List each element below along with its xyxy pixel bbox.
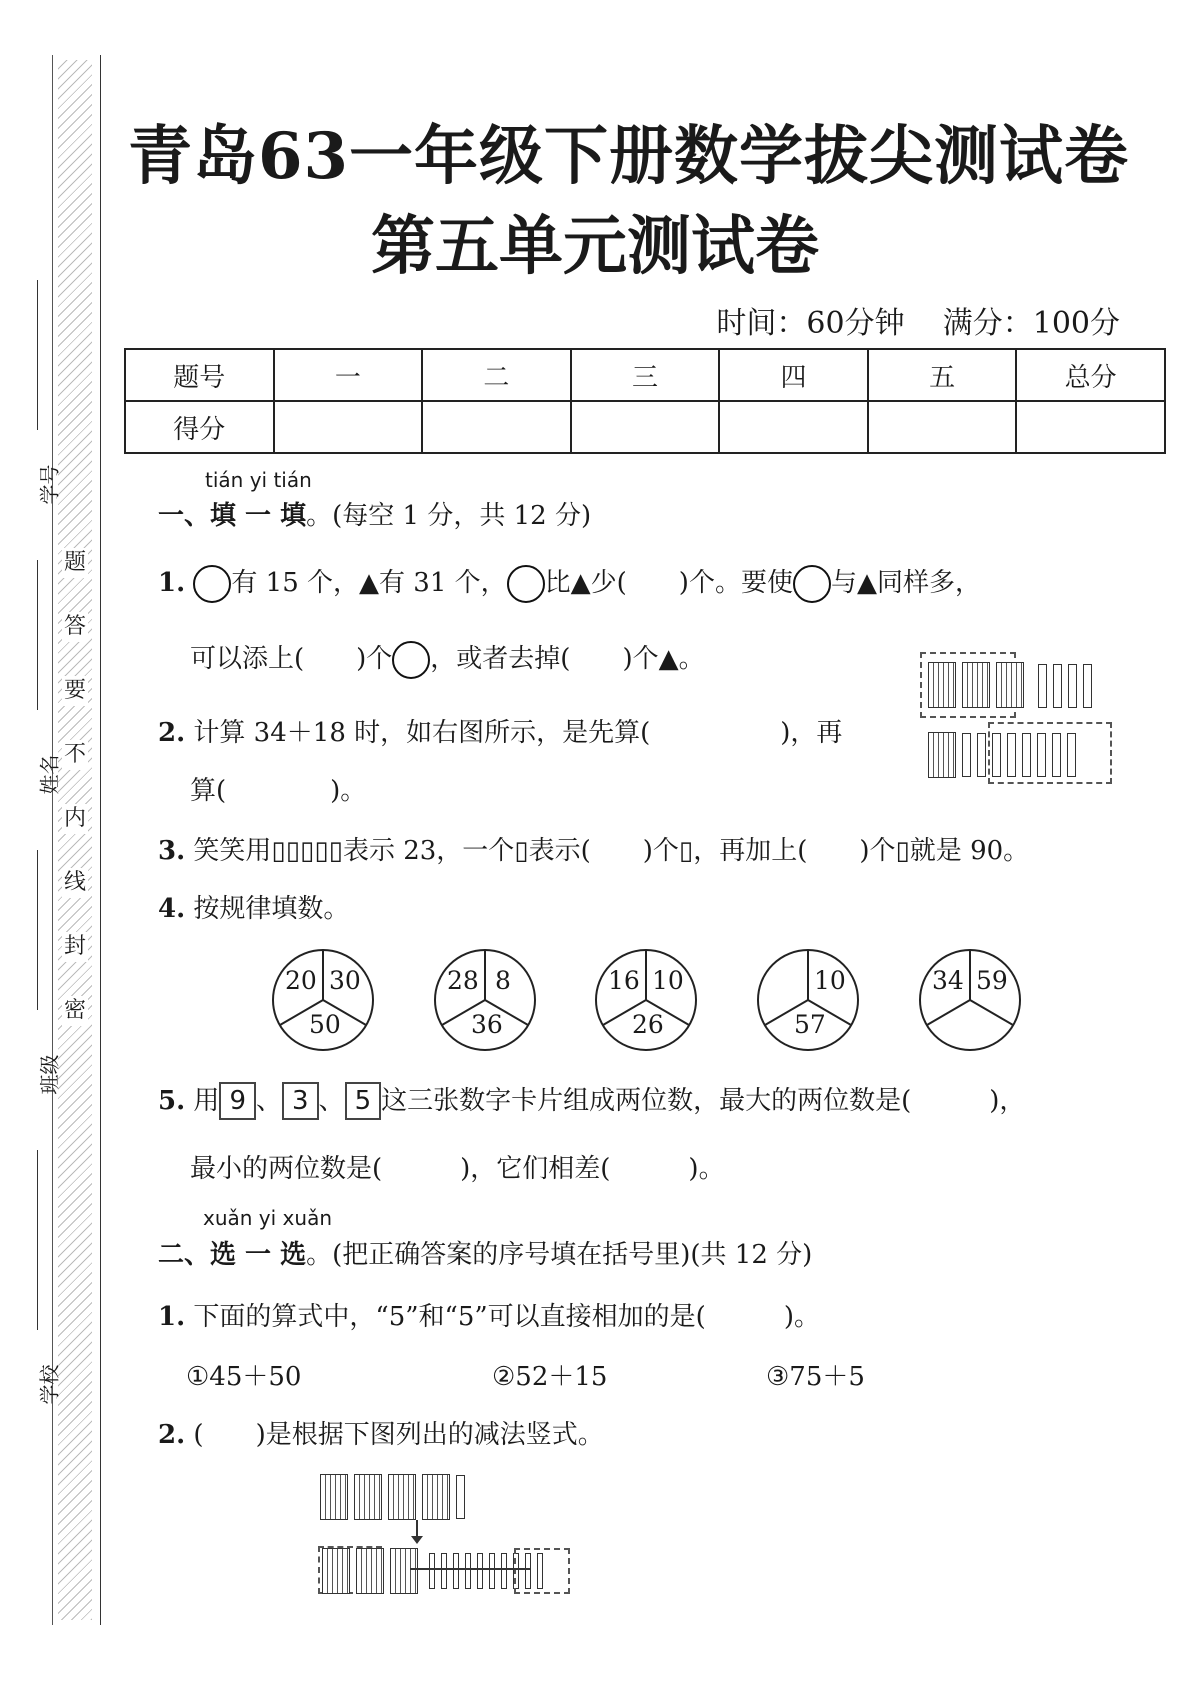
question-number: 5. <box>158 1086 186 1116</box>
score-cell[interactable] <box>571 401 720 453</box>
margin-rule-inner <box>100 55 101 1625</box>
subtraction-sticks-figure <box>318 1470 578 1590</box>
question-number: 2. <box>158 718 186 748</box>
school-label: 学校 <box>37 1364 62 1405</box>
score-cell[interactable] <box>422 401 571 453</box>
seal-char: 密 <box>62 996 88 1026</box>
wheel-top-left: 20 <box>285 966 317 995</box>
number-wheel <box>756 948 860 1052</box>
bundles-sticks-figure <box>920 652 1110 782</box>
question-number: 1. <box>158 568 186 598</box>
q2-2-text: ( )是根据下图列出的减法竖式。 <box>193 1420 604 1450</box>
number-wheel <box>433 948 537 1052</box>
q2-text: 计算 34＋18 时，如右图所示，是先算( )，再 <box>193 718 843 748</box>
number-wheel <box>918 948 1022 1052</box>
question-number: 3. <box>158 836 186 866</box>
score-table-score-row <box>125 401 1165 453</box>
option-1[interactable]: ①45＋50 <box>186 1362 302 1392</box>
section2-heading <box>158 1234 812 1271</box>
question-1-1-line2 <box>190 638 705 679</box>
q5-separator: 、 <box>318 1086 345 1116</box>
seal-char: 题 <box>62 548 88 578</box>
number-wheel <box>594 948 698 1052</box>
school-line <box>37 1150 38 1330</box>
question-1-1 <box>158 562 981 603</box>
option-2[interactable]: ②52＋15 <box>492 1362 608 1392</box>
seal-char: 内 <box>62 804 88 834</box>
student-id-label: 学号 <box>37 464 62 505</box>
score-header-cell: 四 <box>719 349 868 401</box>
q1-text-c: 与▲同样多， <box>830 568 981 598</box>
circle-shape-icon <box>392 641 430 679</box>
wheel-top-left: 28 <box>447 966 479 995</box>
seal-char: 封 <box>62 932 88 962</box>
seal-char: 要 <box>62 676 88 706</box>
question-1-2-line2: 算( )。 <box>190 776 367 806</box>
page-title: 青岛63一年级下册数学拔尖测试卷 <box>128 119 1130 194</box>
wheel-top-right: 10 <box>814 966 846 995</box>
score-cell[interactable] <box>868 401 1017 453</box>
seal-char: 答 <box>62 612 88 642</box>
question-1-3 <box>158 830 1029 867</box>
section2-note: 。(把正确答案的序号填在括号里)(共 12 分) <box>306 1240 813 1270</box>
wheel-bottom: 26 <box>632 1010 664 1039</box>
seal-hatch-band <box>58 60 92 1620</box>
circle-shape-icon <box>507 565 545 603</box>
name-label: 姓名 <box>37 754 62 795</box>
q4-text: 按规律填数。 <box>193 894 350 924</box>
question-number: 4. <box>158 894 186 924</box>
score-header-cell: 总分 <box>1016 349 1165 401</box>
section1-title: 一、填 一 填 <box>158 501 307 531</box>
full-score: 满分：100分 <box>942 306 1120 341</box>
question-1-5 <box>158 1080 1025 1120</box>
question-2-2 <box>158 1414 604 1451</box>
wheel-top-right: 10 <box>652 966 684 995</box>
number-card: 5 <box>345 1082 382 1120</box>
page-subtitle: 第五单元测试卷 <box>371 209 819 284</box>
option-3[interactable]: ③75＋5 <box>766 1362 865 1392</box>
wheel-top-right: 30 <box>329 966 361 995</box>
score-header-cell: 三 <box>571 349 720 401</box>
question-2-1 <box>158 1296 820 1333</box>
question-1-2 <box>158 712 842 749</box>
exam-meta <box>716 298 1120 342</box>
score-cell[interactable] <box>274 401 423 453</box>
wheel-bottom: 57 <box>794 1010 826 1039</box>
student-id-line <box>37 280 38 430</box>
section1-pinyin: tián yi tián <box>205 468 312 492</box>
seal-char: 不 <box>62 740 88 770</box>
score-cell[interactable] <box>1016 401 1165 453</box>
q1-text-line2b: ，或者去掉( )个▲。 <box>430 644 705 674</box>
class-line <box>37 850 38 1010</box>
score-table <box>124 348 1166 454</box>
question-1-5-line2: 最小的两位数是( )，它们相差( )。 <box>190 1154 725 1184</box>
seal-char: 线 <box>62 868 88 898</box>
wheel-top-left: 34 <box>932 966 964 995</box>
circle-shape-icon <box>793 565 831 603</box>
number-wheel <box>271 948 375 1052</box>
wheel-top-right: 8 <box>495 966 511 995</box>
time-limit: 时间：60分钟 <box>716 306 905 341</box>
score-header-cell: 五 <box>868 349 1017 401</box>
q5-separator: 、 <box>255 1086 282 1116</box>
score-header-cell: 二 <box>422 349 571 401</box>
name-line <box>37 560 38 710</box>
question-1-4 <box>158 888 349 925</box>
wheel-bottom: 50 <box>309 1010 341 1039</box>
wheel-top-left: 16 <box>608 966 640 995</box>
score-header-cell: 一 <box>274 349 423 401</box>
section2-pinyin: xuǎn yi xuǎn <box>203 1206 332 1230</box>
q2-1-text: 下面的算式中，“5”和“5”可以直接相加的是( )。 <box>193 1302 820 1332</box>
score-cell[interactable] <box>719 401 868 453</box>
section2-title: 二、选 一 选 <box>158 1240 307 1270</box>
number-card: 9 <box>219 1082 256 1120</box>
q5-text-b: 这三张数字卡片组成两位数，最大的两位数是( )， <box>381 1086 1026 1116</box>
q1-text-a: 有 15 个，▲有 31 个， <box>231 568 507 598</box>
score-table-header-row <box>125 349 1165 401</box>
score-header-cell: 题号 <box>125 349 274 401</box>
q3-text: 笑笑用▯▯▯▯▯表示 23，一个▯表示( )个▯，再加上( )个▯就是 90。 <box>193 836 1030 866</box>
question-number: 2. <box>158 1420 186 1450</box>
score-row-label: 得分 <box>125 401 274 453</box>
q5-text-a: 用 <box>193 1086 220 1116</box>
number-card: 3 <box>282 1082 319 1120</box>
wheel-top-right: 59 <box>976 966 1008 995</box>
q1-text-b: 比▲少( )个。要使 <box>544 568 793 598</box>
class-label: 班级 <box>37 1054 62 1095</box>
section1-note: 。(每空 1 分，共 12 分) <box>306 501 592 531</box>
section1-heading <box>158 495 591 532</box>
circle-shape-icon <box>193 565 231 603</box>
question-number: 1. <box>158 1302 186 1332</box>
q1-text-line2a: 可以添上( )个 <box>190 644 393 674</box>
wheel-bottom: 36 <box>471 1010 503 1039</box>
